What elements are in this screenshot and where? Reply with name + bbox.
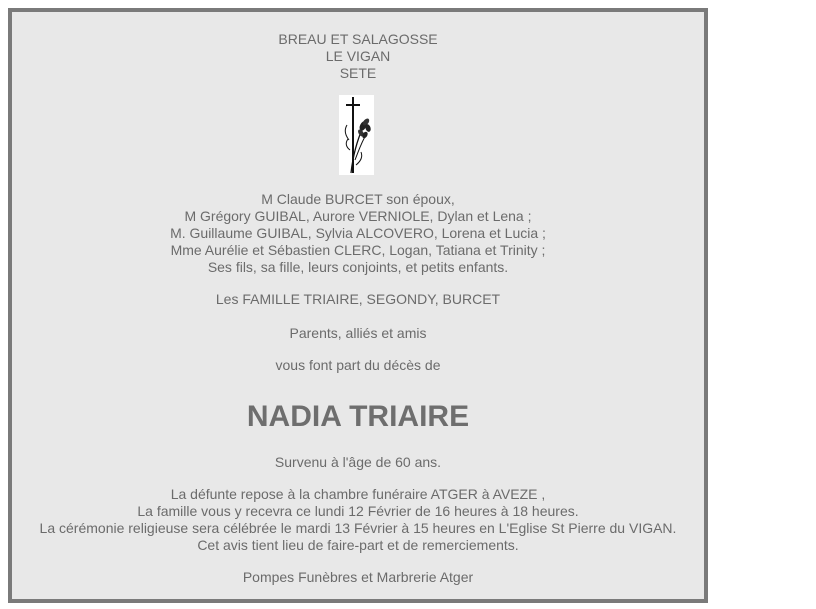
cross-with-wheat-icon xyxy=(339,95,374,175)
families-line: Les FAMILLE TRIAIRE, SEGONDY, BURCET xyxy=(215,291,501,307)
location-line: BREAU ET SALAGOSSE xyxy=(278,31,438,47)
details-line: Cet avis tient lieu de faire-part et de remerciements. xyxy=(197,537,519,553)
details-line: La famille vous y recevra ce lundi 12 Février de 16 heures à 18 heures. xyxy=(137,503,579,519)
family-line: M Grégory GUIBAL, Aurore VERNIOLE, Dylan et Lena ; xyxy=(184,208,532,224)
obituary-notice xyxy=(8,8,708,603)
deceased-name: NADIA TRIAIRE xyxy=(246,400,470,433)
location-line: LE VIGAN xyxy=(325,48,391,64)
age-line: Survenu à l'âge de 60 ans. xyxy=(274,454,442,470)
details-line: La défunte repose à la chambre funéraire ATGER à AVEZE , xyxy=(170,486,546,502)
location-line: SETE xyxy=(339,65,377,81)
family-line: M Claude BURCET son époux, xyxy=(261,191,455,207)
family-line: Ses fils, sa fille, leurs conjoints, et petits enfants. xyxy=(207,259,509,275)
details-line: La cérémonie religieuse sera célébrée le mardi 13 Février à 15 heures en L'Eglise St Pierre du VIGAN. xyxy=(39,520,677,536)
relatives-line: Parents, alliés et amis xyxy=(289,325,427,341)
family-line: M. Guillaume GUIBAL, Sylvia ALCOVERO, Lorena et Lucia ; xyxy=(170,225,546,241)
family-line: Mme Aurélie et Sébastien CLERC, Logan, Tatiana et Trinity ; xyxy=(170,242,546,258)
funeral-home-line: Pompes Funèbres et Marbrerie Atger xyxy=(242,569,474,585)
announcement-line: vous font part du décès de xyxy=(275,357,441,373)
